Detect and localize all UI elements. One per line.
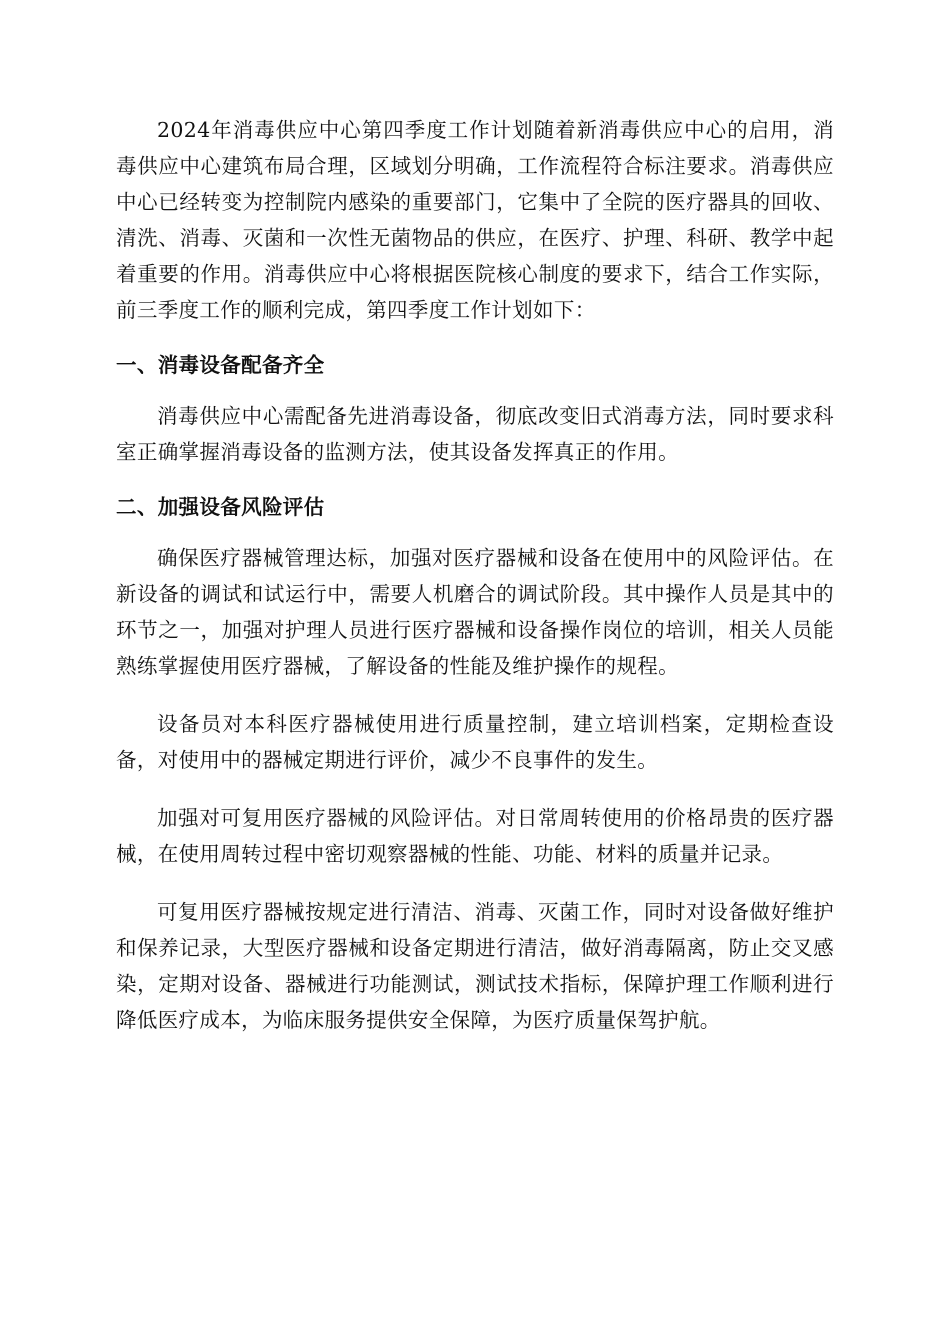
body-paragraph: 设备员对本科医疗器械使用进行质量控制，建立培训档案，定期检查设备，对使用中的器械定期进行评价，减少不良事件的发生。 bbox=[116, 712, 834, 772]
body-paragraph: 消毒供应中心需配备先进消毒设备，彻底改变旧式消毒方法，同时要求科室正确掌握消毒设备的监测方法，使其设备发挥真正的作用。 bbox=[116, 404, 834, 464]
intro-paragraph: 2024年消毒供应中心第四季度工作计划随着新消毒供应中心的启用，消毒供应中心建筑布局合理，区域划分明确，工作流程符合标注要求。消毒供应中心已经转变为控制院内感染的重要部门，它集中了全院的医疗器具的回收、清洗、消毒、灭菌和一次性无菌物品的供应，在医疗、护理、科研、教学中起着重要的作用。消毒供应中心将根据医院核心制度的要求下，结合工作实际，前三季度工作的顺利完成，第四季度工作计划如下： bbox=[116, 118, 834, 322]
section-heading-risk-assessment: 二、加强设备风险评估 bbox=[116, 495, 325, 519]
document-page bbox=[116, 112, 834, 1060]
body-paragraph: 加强对可复用医疗器械的风险评估。对日常周转使用的价格昂贵的医疗器械，在使用周转过程中密切观察器械的性能、功能、材料的质量并记录。 bbox=[116, 806, 834, 866]
body-paragraph: 确保医疗器械管理达标，加强对医疗器械和设备在使用中的风险评估。在新设备的调试和试运行中，需要人机磨合的调试阶段。其中操作人员是其中的环节之一，加强对护理人员进行医疗器械和设备操作岗位的培训，相关人员能熟练掌握使用医疗器械，了解设备的性能及维护操作的规程。 bbox=[116, 546, 834, 678]
section-heading-equipment: 一、消毒设备配备齐全 bbox=[116, 353, 325, 377]
body-paragraph: 可复用医疗器械按规定进行清洁、消毒、灭菌工作，同时对设备做好维护和保养记录，大型医疗器械和设备定期进行清洁，做好消毒隔离，防止交叉感染，定期对设备、器械进行功能测试，测试技术指标，保障护理工作顺利进行降低医疗成本，为临床服务提供安全保障，为医疗质量保驾护航。 bbox=[116, 900, 834, 1032]
